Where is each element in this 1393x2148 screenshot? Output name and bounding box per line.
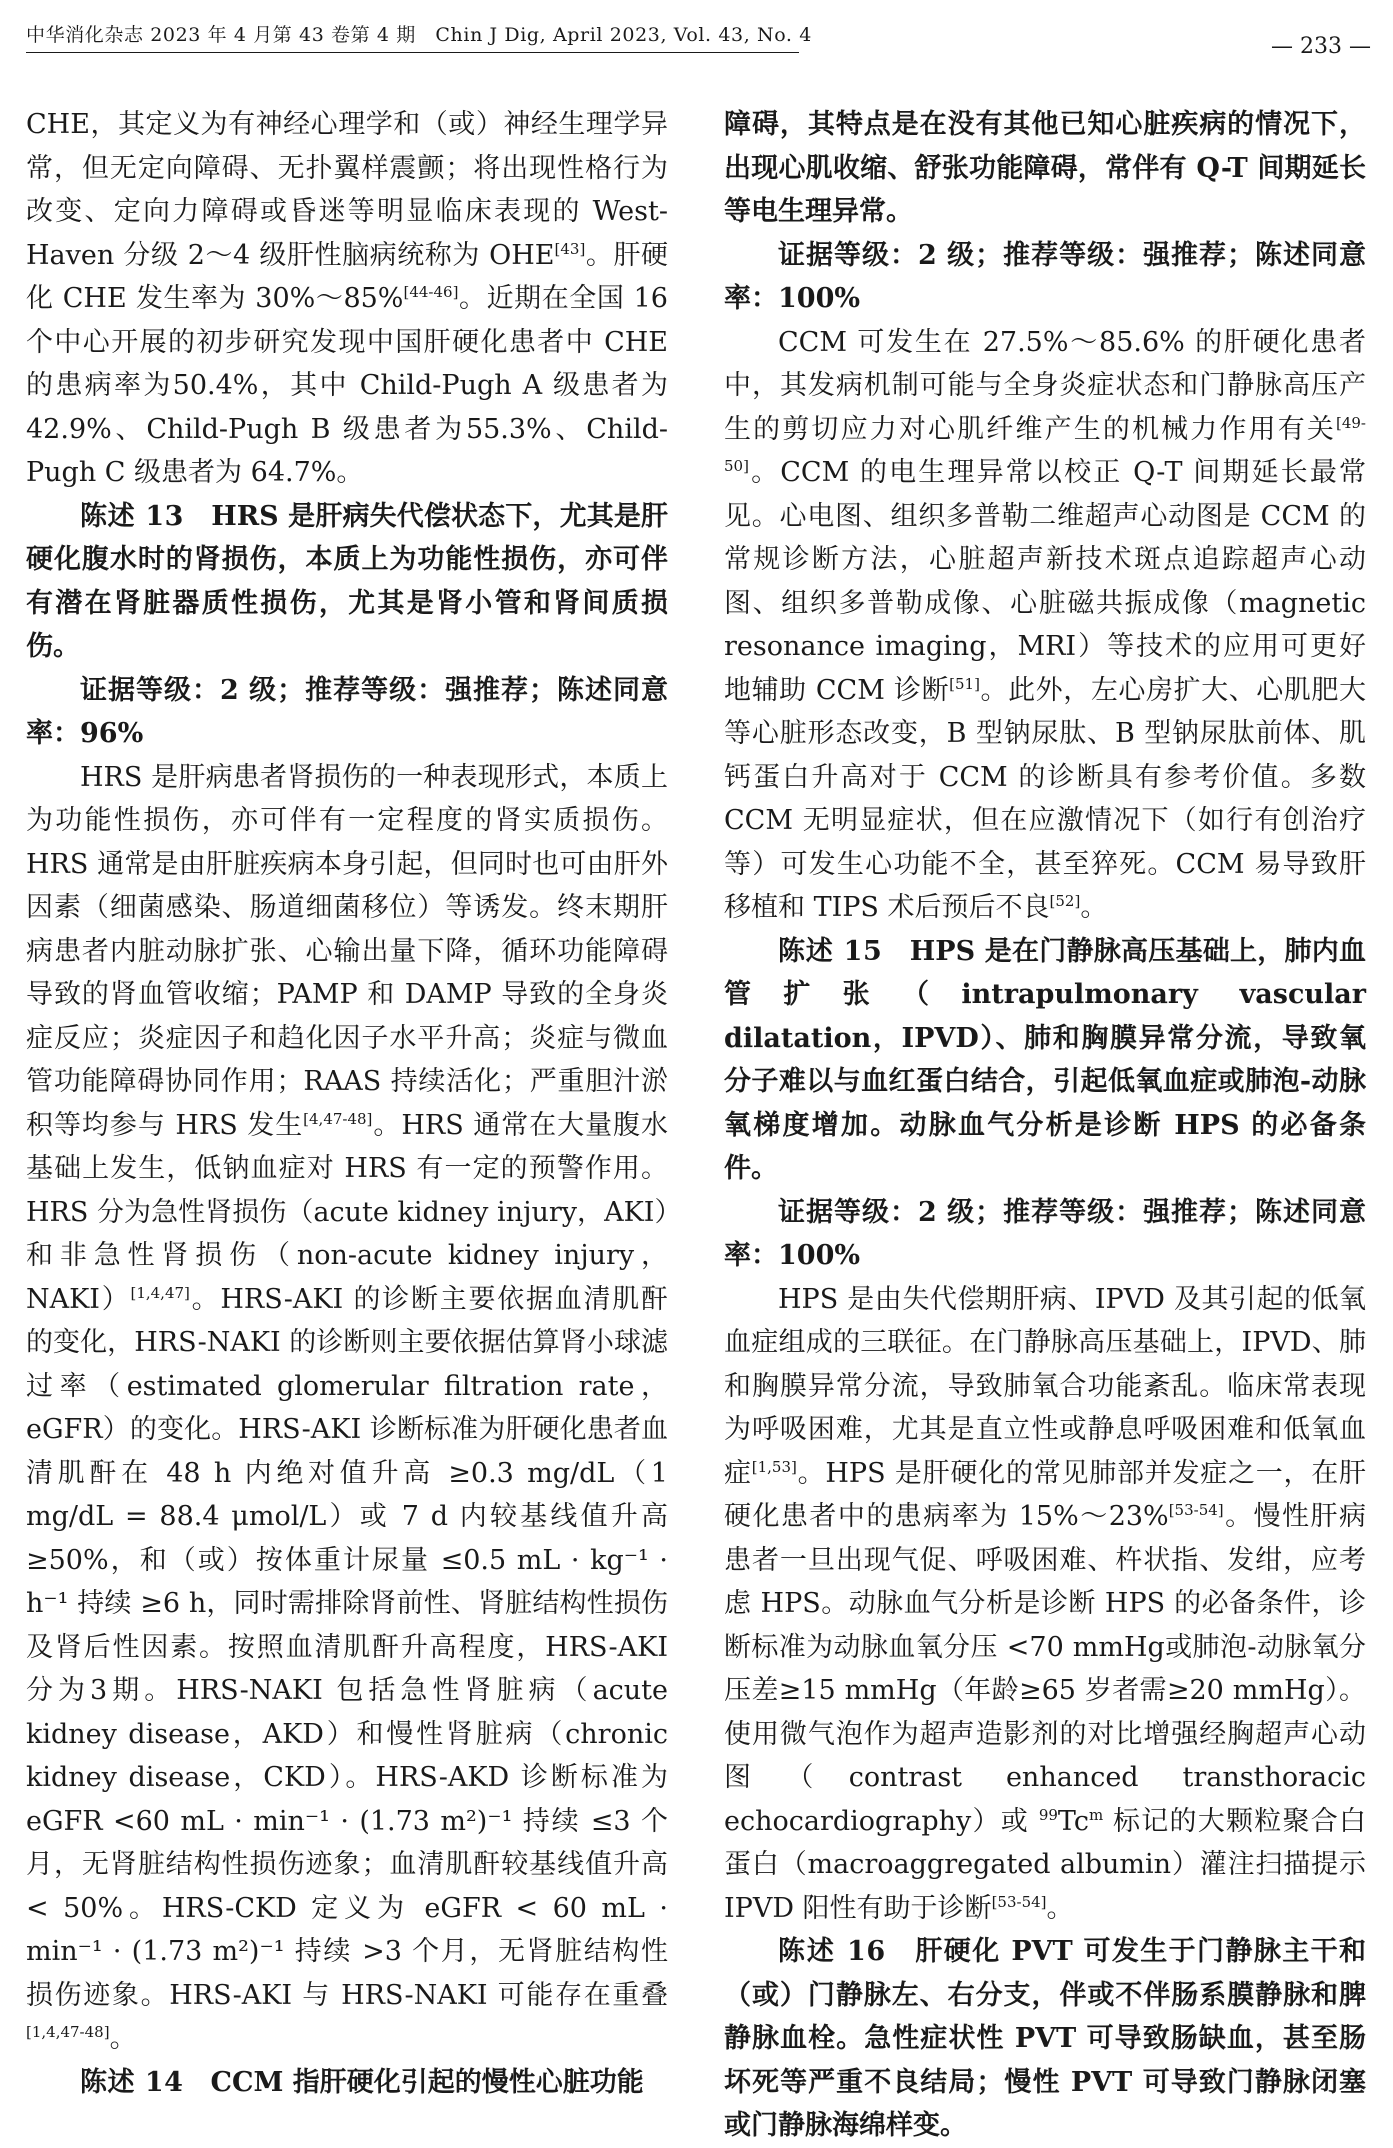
citation-ref: [52]: [1049, 892, 1081, 910]
paragraph-hrs: [26, 756, 668, 2061]
body-text: 。此外，左心房扩大、心肌肥大等心脏形态改变，B 型钠尿肽、B 型钠尿肽前体、肌钙蛋白升高对于 CCM 的诊断具有参考价值。多数 CCM 无明显症状，但在应激情况下（如行有创治疗等）可发生心功能不全，甚至猝死。CCM 易导致肝移植和 TIPS 术后预后不良: [724, 674, 1366, 923]
isotope-mass-number: 99: [1038, 1805, 1058, 1824]
paragraph-hps: [724, 1278, 1366, 1931]
body-text: 。: [1080, 892, 1108, 923]
page-number: — 233 —: [1271, 34, 1371, 59]
statement-text: CCM 指肝硬化引起的慢性心脏功能: [210, 2066, 644, 2098]
statement-label: 陈述 15: [778, 935, 883, 967]
right-column: [724, 103, 1366, 2148]
left-column: [26, 103, 668, 2104]
header-rule: [26, 52, 799, 53]
body-text: 标记的大颗粒聚合白蛋白（macroaggregated albumin）灌注扫描提示 IPVD 阳性有助于诊断: [724, 1805, 1366, 1924]
journal-citation-line: 中华消化杂志 2023 年 4 月第 43 卷第 4 期 Chin J Dig, April 2023, Vol. 43, No. 4: [26, 24, 812, 46]
citation-ref: [49-50]: [724, 413, 1366, 475]
statement-text: HPS 是在门静脉高压基础上，肺内血管扩张（intrapulmonary vascular dilatation，IPVD）、肺和胸膜异常分流，导致氧分子难以与血红蛋白结合，引起低氧血症或肺泡-动脉氧梯度增加。动脉血气分析是诊断 HPS 的必备条件。: [724, 935, 1366, 1184]
body-text: Tc: [1057, 1805, 1089, 1837]
body-text: 。近期在全国 16 个中心开展的初步研究发现中国肝硬化患者中 CHE 的患病率为50.4%，其中 Child-Pugh A 级患者为 42.9%、Child-Pugh B 级患者为55.3%、Child-Pugh C 级患者为 64.7%。: [26, 283, 668, 488]
body-text: 。HRS-AKI 的诊断主要依据血清肌酐的变化，HRS-NAKI 的诊断则主要依据估算肾小球滤过率（estimated glomerular filtration rate，eGFR）的变化。HRS-AKI 诊断标准为肝硬化患者血清肌酐在 48 h 内绝对值升高 ≥0.3 mg/dL（1 mg/dL = 88.4 μmol/L）或 7 d 内较基线值升高 ≥50%，和（或）按体重计尿量 ≤0.5 mL · kg⁻¹ · h⁻¹ 持续 ≥6 h，同时需排除肾前性、肾脏结构性损伤及肾后性因素。按照血清肌酐升高程度，HRS-AKI 分为3期。HRS-NAKI 包括急性肾脏病（acute kidney disease，AKD）和慢性肾脏病（chronic kidney disease，CKD）。HRS-AKD 诊断标准为 eGFR <60 mL · min⁻¹ · (1.73 m²)⁻¹ 持续 ≤3 个月，无肾脏结构性损伤迹象；血清肌酐较基线值升高 < 50%。HRS-CKD 定义为 eGFR < 60 mL · min⁻¹ · (1.73 m²)⁻¹ 持续 >3 个月，无肾脏结构性损伤迹象。HRS-AKI 与 HRS-NAKI 可能存在重叠: [26, 1283, 669, 2011]
body-text: 。肝硬化 CHE 发生率为 30%～85%: [26, 239, 669, 314]
statement-14-start: [26, 2061, 668, 2105]
body-text: 。: [1046, 1892, 1074, 1924]
paragraph-ccm: [724, 321, 1366, 930]
body-text: 。HRS 通常在大量腹水基础上发生，低钠血症对 HRS 有一定的预警作用。HRS 分为急性肾损伤（acute kidney injury，AKI）和非急性肾损伤（non-acute kidney injury，NAKI）: [26, 1109, 668, 1315]
statement-14-end: 障碍，其特点是在没有其他已知心脏疾病的情况下，出现心肌收缩、舒张功能障碍，常伴有 Q-T 间期延长等电生理异常。: [724, 109, 1366, 227]
statement-label: 陈述 14: [80, 2066, 184, 2098]
citation-ref: [44-46]: [403, 283, 459, 301]
body-text: 。CCM 的电生理异常以校正 Q-T 间期延长最常见。心电图、组织多普勒二维超声心动图是 CCM 的常规诊断方法，心脏超声新技术斑点追踪超声心动图、组织多普勒成像、心脏磁共振成像（magnetic resonance imaging，MRI）等技术的应用可更好地辅助 CCM 诊断: [724, 457, 1366, 706]
evidence-grade-15: 证据等级：2 级；推荐等级：强推荐；陈述同意率：100%: [724, 1196, 1366, 1271]
statement-label: 陈述 13: [80, 500, 184, 532]
body-text: 。慢性肝病患者一旦出现气促、呼吸困难、杵状指、发绀，应考虑 HPS。动脉血气分析是诊断 HPS 的必备条件，诊断标准为动脉血氧分压 <70 mmHg或肺泡-动脉氧分压差≥15 mmHg（年龄≥65 岁者需≥20 mmHg）。使用微气泡作为超声造影剂的对比增强经胸超声心动图（contrast enhanced transthoracic echocardiography）或: [724, 1501, 1366, 1837]
body-text: 。: [109, 2023, 137, 2054]
citation-ref: [51]: [949, 674, 980, 693]
citation-ref: [4,47-48]: [303, 1109, 373, 1128]
citation-ref: [1,53]: [751, 1457, 797, 1476]
citation-ref: [43]: [554, 239, 586, 258]
statement-13: [26, 495, 668, 669]
statement-text: 肝硬化 PVT 可发生于门静脉主干和（或）门静脉左、右分支，伴或不伴肠系膜静脉和脾静脉血栓。急性症状性 PVT 可导致肠缺血，甚至肠坏死等严重不良结局；慢性 PVT 可导致门静脉闭塞或门静脉海绵样变。: [724, 1936, 1366, 2141]
paragraph-che: [26, 103, 668, 495]
evidence-grade-14: 证据等级：2 级；推荐等级：强推荐；陈述同意率：100%: [724, 239, 1366, 314]
citation-ref: [1,4,47-48]: [26, 2023, 110, 2041]
statement-text: HRS 是肝病失代偿状态下，尤其是肝硬化腹水时的肾损伤，本质上为功能性损伤，亦可伴有潜在肾脏器质性损伤，尤其是肾小管和肾间质损伤。: [26, 500, 668, 662]
body-text: CCM 可发生在 27.5%～85.6% 的肝硬化患者中，其发病机制可能与全身炎症状态和门静脉高压产生的剪切应力对心肌纤维产生的机械力作用有关: [724, 326, 1366, 445]
statement-label: 陈述 16: [778, 1936, 886, 1967]
evidence-grade-13: 证据等级：2 级；推荐等级：强推荐；陈述同意率：96%: [26, 674, 668, 749]
citation-ref: [1,4,47]: [130, 1283, 190, 1302]
citation-ref: [53-54]: [1168, 1501, 1224, 1519]
body-text: CHE，其定义为有神经心理学和（或）神经生理学异常，但无定向障碍、无扑翼样震颤；将出现性格行为改变、定向力障碍或昏迷等明显临床表现的 West-Haven 分级 2～4 级肝性脑病统称为 OHE: [26, 109, 668, 271]
isotope-metastable-mark: m: [1088, 1805, 1104, 1824]
statement-15: [724, 930, 1366, 1191]
body-text: 。HPS 是肝硬化的常见肺部并发症之一，在肝硬化患者中的患病率为 15%～23%: [724, 1457, 1367, 1532]
body-text: HRS 是肝病患者肾损伤的一种表现形式，本质上为功能性损伤，亦可伴有一定程度的肾实质损伤。HRS 通常是由肝脏疾病本身引起，但同时也可由肝外因素（细菌感染、肠道细菌移位）等诱发。终末期肝病患者内脏动脉扩张、心输出量下降，循环功能障碍导致的肾血管收缩；PAMP 和 DAMP 导致的全身炎症反应；炎症因子和趋化因子水平升高；炎症与微血管功能障碍协同作用；RAAS 持续活化；严重胆汁淤积等均参与 HRS 发生: [26, 761, 668, 1141]
running-header: [26, 12, 1371, 59]
citation-ref: [53-54]: [991, 1892, 1047, 1911]
body-text: HPS 是由失代偿期肝病、IPVD 及其引起的低氧血症组成的三联征。在门静脉高压基础上，IPVD、肺和胸膜异常分流，导致肺氧合功能紊乱。临床常表现为呼吸困难，尤其是直立性或静息呼吸困难和低氧血症: [724, 1283, 1366, 1489]
statement-16: [724, 1930, 1366, 2148]
